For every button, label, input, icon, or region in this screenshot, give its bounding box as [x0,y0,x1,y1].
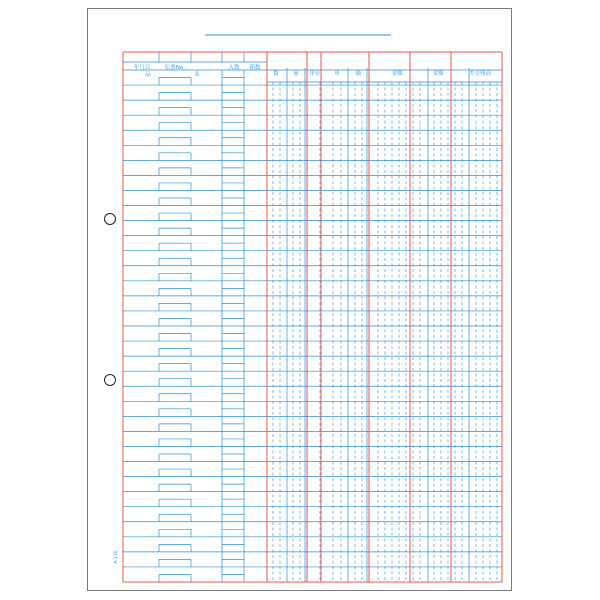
header-price-label-2: 価 [355,71,361,77]
form-code: A-130 [114,550,119,564]
header-voucher-label: 伝票No. [164,65,186,71]
header-balance-label: 差引残高 [468,71,492,77]
header-item-label-2: 名 [194,72,200,78]
header-amount-label-2: 金額 [432,71,444,77]
header-item-label-1: 品 [145,72,151,78]
header-quantity-label-1: 数 [273,71,279,77]
sub-cell-ticks [159,78,244,582]
ledger-sheet [87,8,512,591]
header-quantity-label-2: 量 [293,71,299,77]
header-amount-label-1: 金額 [391,71,403,77]
section-frame [123,52,502,582]
column-rules [159,52,469,582]
punch-hole-upper [105,214,116,225]
header-date-label: 年月日 [133,65,151,71]
ledger-grid [88,9,513,592]
punch-hole-lower [105,375,116,386]
header-price-label-1: 単 [334,71,340,77]
header-box-label: 箱数 [249,65,261,71]
header-unit-label: 単位 [309,71,321,77]
header-people-label: 入数 [228,65,240,71]
